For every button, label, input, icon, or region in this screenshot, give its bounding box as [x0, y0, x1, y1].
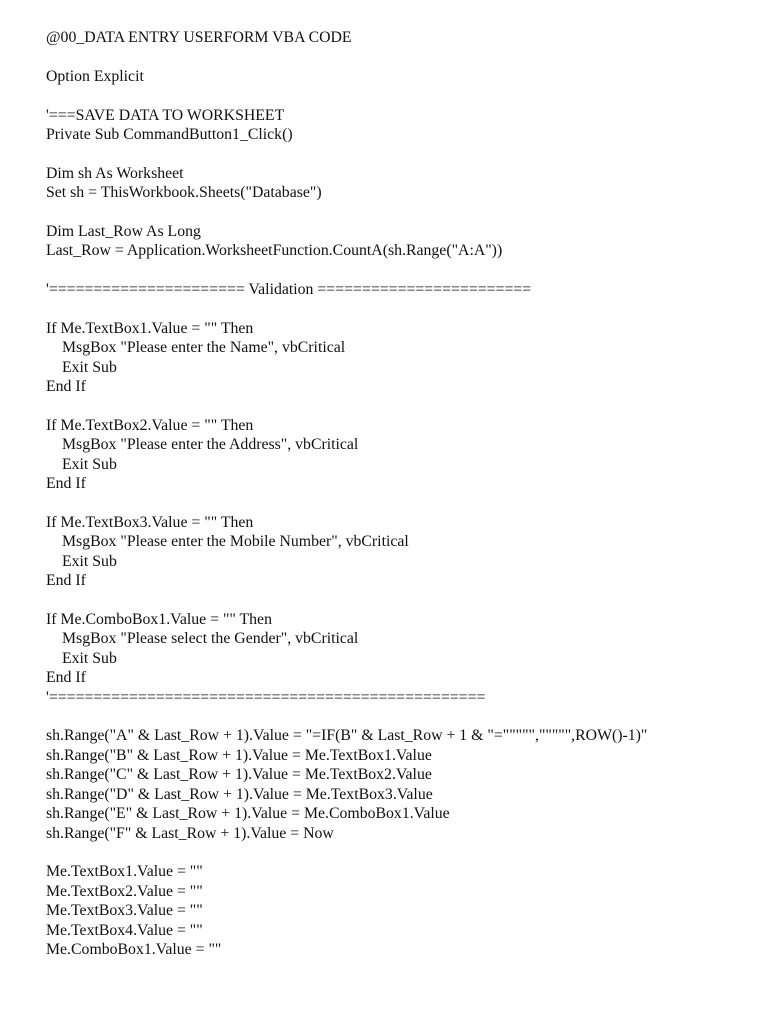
code-line: Private Sub CommandButton1_Click() [46, 126, 293, 143]
code-line: sh.Range("D" & Last_Row + 1).Value = Me.TextBox3.Value [46, 785, 433, 803]
blank-line [46, 397, 746, 416]
document-page [46, 28, 746, 959]
code-line: MsgBox "Please enter the Address", vbCritical [62, 436, 359, 454]
blank-line [46, 494, 746, 513]
code-line: Me.TextBox3.Value = "" [46, 902, 203, 920]
code-line: If Me.TextBox3.Value = "" Then [46, 514, 254, 532]
code-line: End If [46, 475, 86, 493]
code-line: Last_Row = Application.WorksheetFunction.CountA(sh.Range("A:A")) [46, 242, 503, 260]
blank-line [46, 300, 746, 319]
blank-line [46, 144, 746, 163]
code-line: End If [46, 572, 86, 590]
blank-line [46, 261, 746, 280]
code-line: If Me.TextBox2.Value = "" Then [46, 417, 254, 435]
code-line: sh.Range("A" & Last_Row + 1).Value = "=IF(B" & Last_Row + 1 & "=""""",""""",ROW()-1)" [46, 727, 648, 745]
code-line: sh.Range("C" & Last_Row + 1).Value = Me.TextBox2.Value [46, 766, 432, 784]
blank-line [46, 707, 746, 726]
code-line: sh.Range("E" & Last_Row + 1).Value = Me.ComboBox1.Value [46, 805, 450, 823]
code-line: If Me.ComboBox1.Value = "" Then [46, 611, 272, 629]
blank-line [46, 203, 746, 222]
code-line: Dim Last_Row As Long [46, 223, 201, 240]
code-line: Set sh = ThisWorkbook.Sheets("Database") [46, 184, 322, 202]
code-line: Option Explicit [46, 67, 144, 85]
code-line: sh.Range("B" & Last_Row + 1).Value = Me.TextBox1.Value [46, 746, 432, 764]
code-line: Exit Sub [62, 649, 117, 667]
blank-line [46, 591, 746, 610]
code-line: '================================================= [46, 688, 486, 706]
code-line: Exit Sub [62, 455, 117, 473]
blank-line [46, 843, 746, 862]
code-line: Dim sh As Worksheet [46, 164, 184, 182]
code-line: MsgBox "Please enter the Mobile Number", vbCritical [62, 533, 409, 551]
code-line: MsgBox "Please select the Gender", vbCritical [62, 630, 359, 648]
code-line: Me.ComboBox1.Value = "" [46, 940, 222, 958]
code-line: sh.Range("F" & Last_Row + 1).Value = Now [46, 824, 334, 842]
code-line: End If [46, 669, 86, 687]
code-line: Me.TextBox1.Value = "" [46, 863, 203, 881]
code-line: Me.TextBox4.Value = "" [46, 921, 203, 939]
code-line: Exit Sub [62, 552, 117, 570]
blank-line [46, 86, 746, 105]
blank-line [46, 47, 746, 66]
code-line: '===SAVE DATA TO WORKSHEET [46, 106, 285, 124]
code-line: End If [46, 378, 86, 396]
code-line: If Me.TextBox1.Value = "" Then [46, 320, 254, 337]
code-line: Me.TextBox2.Value = "" [46, 882, 203, 900]
code-line: MsgBox "Please enter the Name", vbCritical [62, 339, 346, 357]
code-line: Exit Sub [62, 358, 117, 376]
code-line: @00_DATA ENTRY USERFORM VBA CODE [46, 29, 352, 46]
code-line: '====================== Validation ======================== [46, 281, 532, 299]
